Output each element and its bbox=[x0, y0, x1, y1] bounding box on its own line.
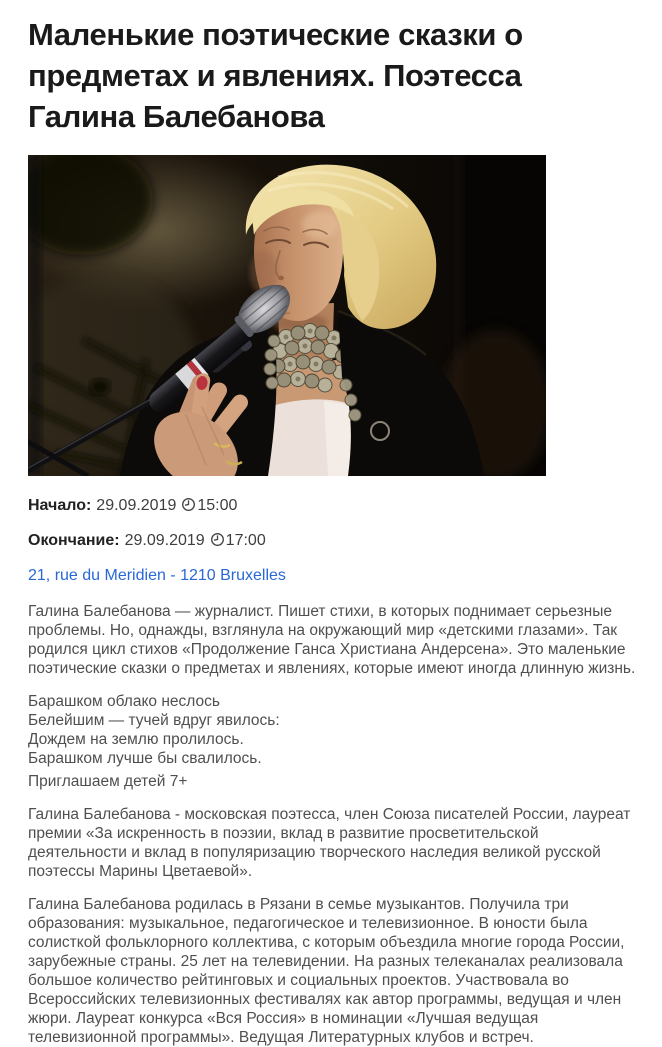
article-paragraph-3: Галина Балебанова родилась в Рязани в семье музыкантов. Получила три образования: музыкальное, педагогическое и телевизионное. В юности была солисткой фольклорного коллектива, с которым объездила многие города России, зарубежные страны. 25 лет на телевидении. На разных телеканалах реализовала большое количество рейтинговых и социальных проектов. Участвовала во Всероссийских телевизионных фестивалях как автор программы, ведущая и член жюри. Лауреат конкурса «Вся Россия» в номинации «Лучшая ведущая телевизионной программы». Ведущая Литературных клубов и встреч. bbox=[28, 896, 625, 1046]
poem-line: Белейшим — тучей вдруг явилось: bbox=[28, 712, 280, 729]
page-title: Маленькие поэтические сказки о предметах и явлениях. Поэтесса Галина Балебанова bbox=[28, 17, 523, 134]
venue-address-link[interactable]: 21, rue du Meridien - 1210 Bruxelles bbox=[28, 567, 286, 584]
invite-note: Приглашаем детей 7+ bbox=[28, 773, 188, 790]
end-date: 29.09.2019 bbox=[124, 532, 205, 549]
poem-line: Дождем на землю пролилось. bbox=[28, 731, 244, 748]
clock-icon bbox=[181, 497, 196, 512]
start-label: Начало: bbox=[28, 497, 92, 514]
address-row bbox=[28, 567, 636, 584]
poem-line: Барашком облако неслось bbox=[28, 693, 220, 710]
event-description bbox=[28, 602, 636, 1047]
poem-block bbox=[28, 692, 636, 768]
page-container bbox=[0, 14, 662, 1047]
start-time-row bbox=[28, 497, 636, 514]
start-time: 15:00 bbox=[197, 497, 238, 514]
article-paragraph-1: Галина Балебанова — журналист. Пишет стихи, в которых поднимает серьезные проблемы. Но, однажды, взглянула на окружающий мир «детскими глазами». Так родился цикл стихов «Продолжение Ганса Христиана Андерсена». Это маленькие поэтические сказки о предметах и явлениях, которые имеют иногда длинную жизнь. bbox=[28, 603, 636, 677]
clock-icon bbox=[210, 532, 225, 547]
poem-line: Барашком лучше бы свалилось. bbox=[28, 750, 262, 767]
start-date: 29.09.2019 bbox=[96, 497, 177, 514]
photo-illustration bbox=[28, 155, 546, 476]
end-label: Окончание: bbox=[28, 532, 120, 549]
article-paragraph-2: Галина Балебанова - московская поэтесса, член Союза писателей России, лауреат премии «За искренность в поэзии, вклад в развитие просветительской деятельности и вклад в популяризацию творческого наследия великой русской поэтессы Марины Цветаевой». bbox=[28, 806, 631, 880]
event-photo bbox=[28, 155, 546, 476]
event-meta bbox=[28, 497, 636, 584]
end-time-row bbox=[28, 532, 636, 549]
end-time: 17:00 bbox=[225, 532, 266, 549]
